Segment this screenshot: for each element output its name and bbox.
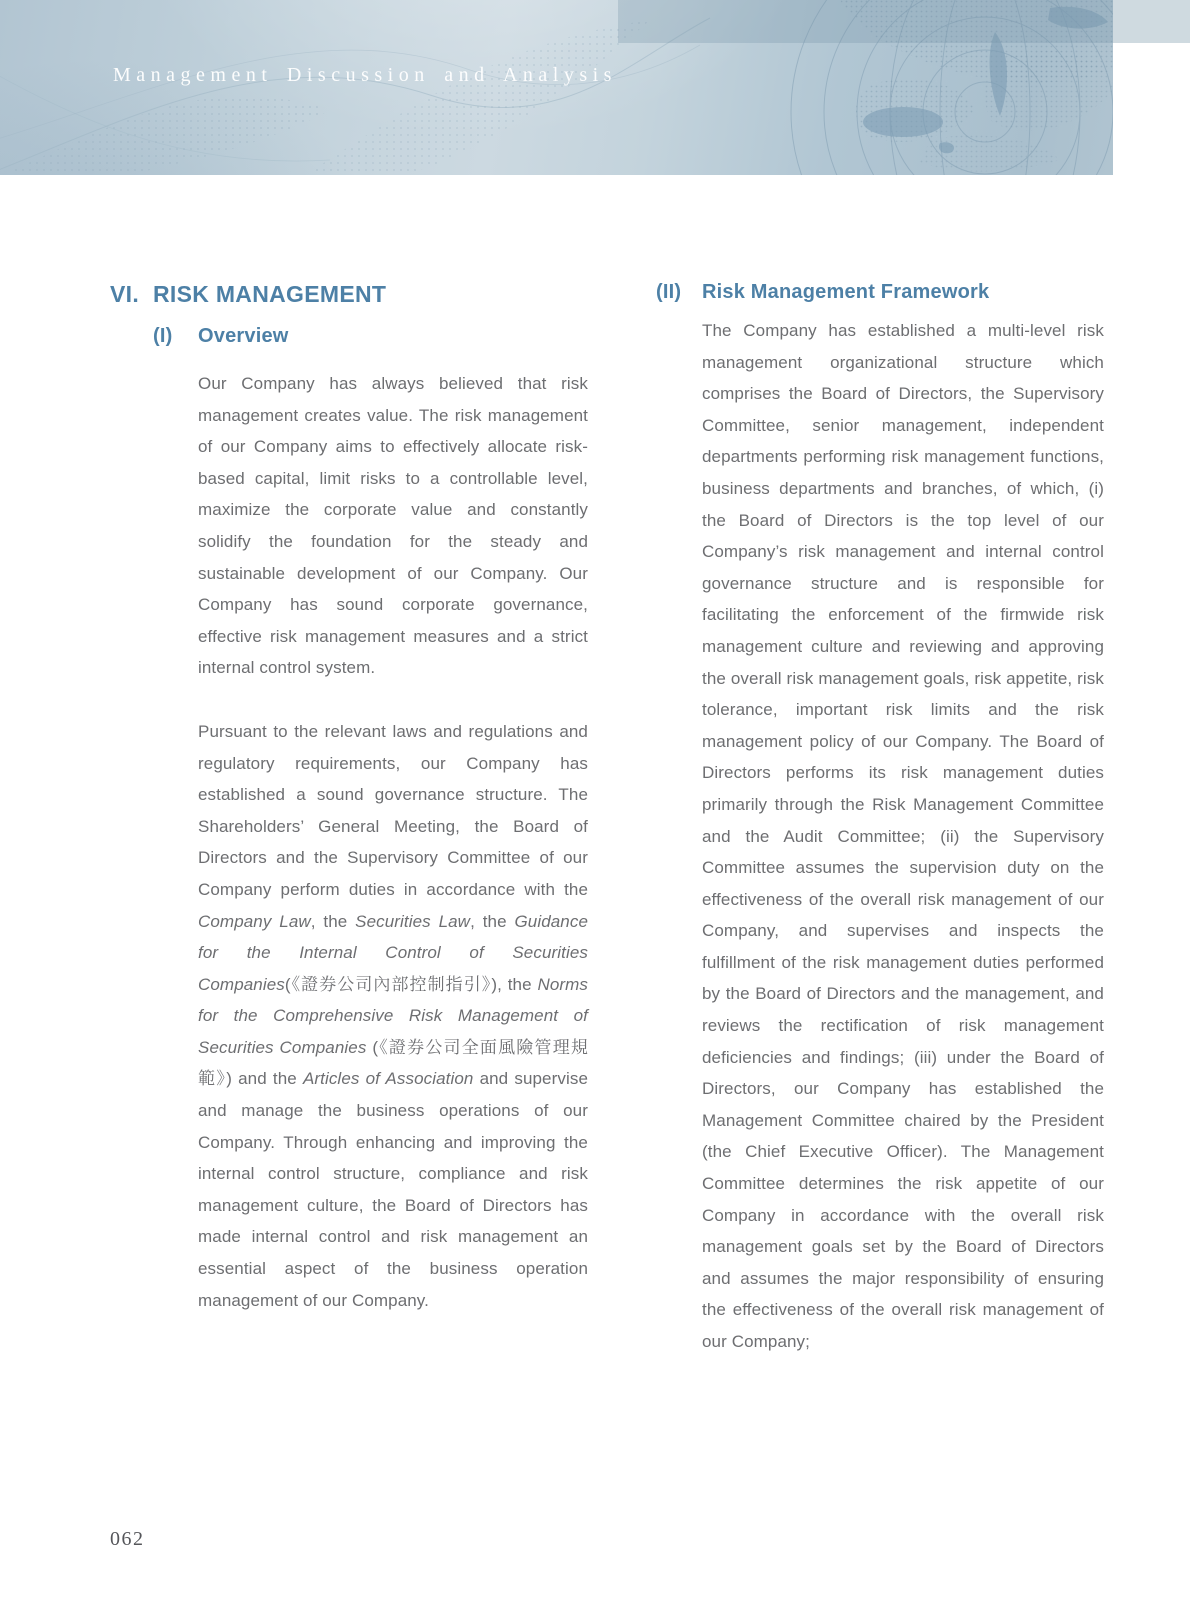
subsection-title: Overview bbox=[198, 325, 289, 347]
page-header-title: Management Discussion and Analysis bbox=[113, 64, 617, 86]
page-number: 062 bbox=[110, 1528, 145, 1550]
header-overlay-box bbox=[618, 0, 1113, 43]
right-text-column bbox=[702, 315, 1104, 1358]
section-number: VI. bbox=[110, 281, 140, 307]
paragraph: Pursuant to the relevant laws and regulations and regulatory requirements, our Company has established a sound governance structure. The Shareholders’ General Meeting, the Board of Directors and the Supervisory Committee of our Company perform duties in accordance with the Company Law, the Securities Law, the Guidance for the Internal Control of Securities Companies(《證券公司內部控制指引》), the Norms for the Comprehensive Risk Management of Securities Companies (《證券公司全面風險管理規範》) and the Articles of Association and supervise and manage the business operations of our Company. Through enhancing and improving the internal control structure, compliance and risk management culture, the Board of Directors has made internal control and risk management an essential aspect of the business operation management of our Company. bbox=[198, 721, 589, 1310]
paragraph: The Company has established a multi-level risk management organizational structure which comprises the Board of Directors, the Supervisory Committee, senior management, independent departments performing risk management functions, business departments and branches, of which, (i) the Board of Directors is the top level of our Company’s risk management and internal control governance structure and is responsible for facilitating the enforcement of the firmwide risk management culture and reviewing and approving the overall risk management goals, risk appetite, risk tolerance, important risk limits and the risk management policy of our Company. The Board of Directors performs its risk management duties primarily through the Risk Management Committee and the Audit Committee; (ii) the Supervisory Committee assumes the supervision duty on the effectiveness of the overall risk management of our Company, and supervises and inspects the fulfillment of the risk management duties performed by the Board of Directors and the management, and reviews the rectification of risk management deficiencies and findings; (iii) under the Board of Directors, our Company has established the Management Committee chaired by the President (the Chief Executive Officer). The Management Committee determines the risk appetite of our Company in accordance with the overall risk management goals set by the Board of Directors and assumes the major responsibility of ensuring the effectiveness of the overall risk management of our Company; bbox=[702, 321, 1104, 1351]
header-white-notch bbox=[1113, 43, 1190, 175]
subsection-number: (II) bbox=[656, 281, 682, 303]
header-corner-box bbox=[1113, 0, 1190, 43]
section-title: RISK MANAGEMENT bbox=[153, 281, 387, 307]
left-text-column bbox=[198, 368, 588, 1316]
subsection-number: (I) bbox=[153, 325, 173, 347]
page-header-band bbox=[0, 0, 1190, 175]
section-heading bbox=[110, 281, 386, 308]
subsection-heading-overview bbox=[153, 325, 289, 348]
subsection-heading-framework bbox=[656, 281, 989, 304]
paragraph: Our Company has always believed that risk management creates value. The risk management of our Company aims to effectively allocate risk-based capital, limit risks to a controllable level, maximize the corporate value and constantly solidify the foundation for the steady and sustainable development of our Company. Our Company has sound corporate governance, effective risk management measures and a strict internal control system. bbox=[198, 374, 588, 678]
subsection-title: Risk Management Framework bbox=[702, 281, 990, 303]
